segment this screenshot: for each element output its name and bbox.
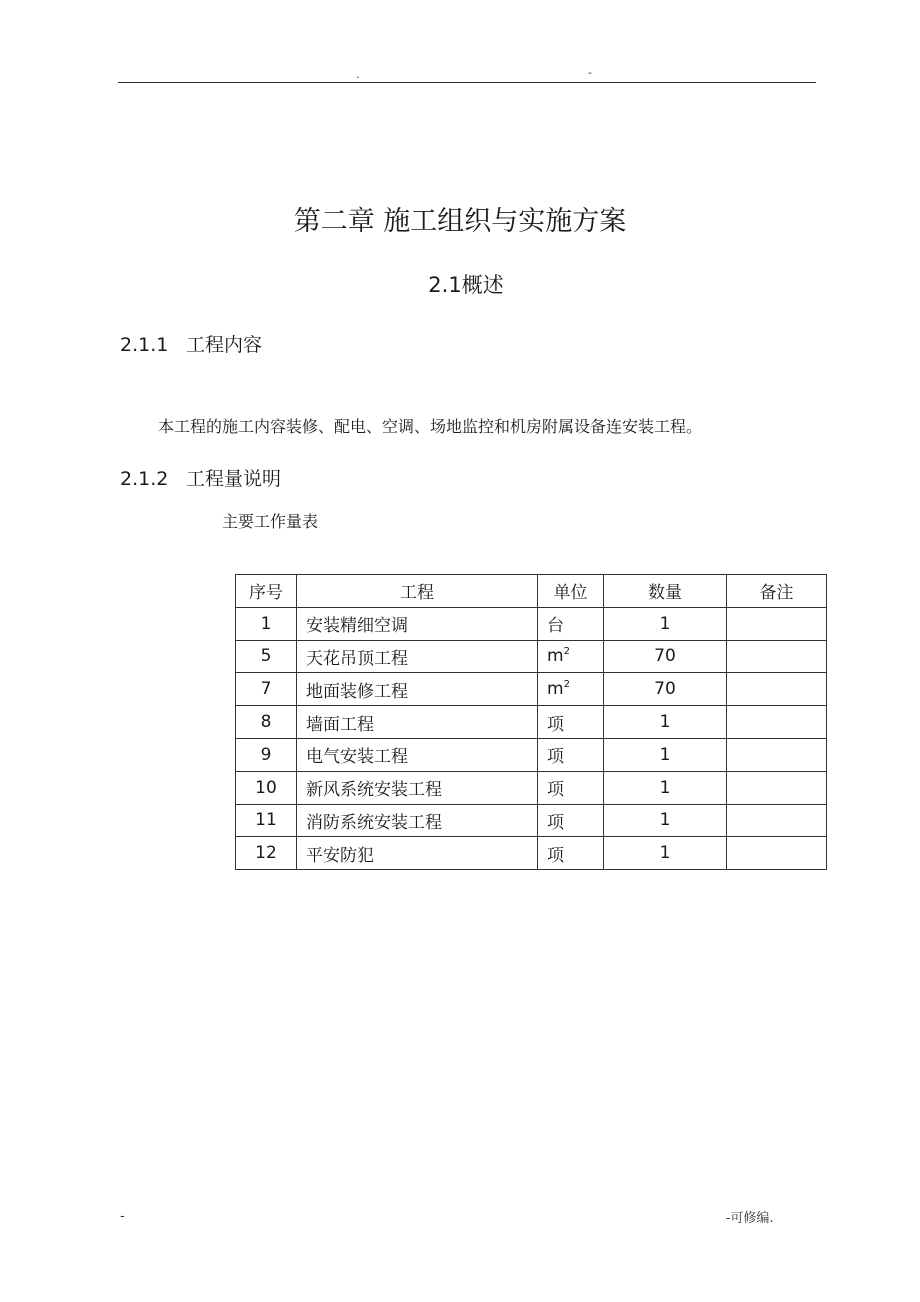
row-number-cell bbox=[236, 804, 297, 837]
item-name-cell-text: 天花吊顶工程 bbox=[306, 648, 408, 669]
note-cell bbox=[727, 640, 827, 673]
table-caption: 主要工作量表 bbox=[222, 512, 319, 531]
unit-cell bbox=[538, 640, 604, 673]
item-name-cell-text: 墙面工程 bbox=[306, 714, 374, 735]
quantity-cell-text: 1 bbox=[659, 777, 671, 798]
unit-cell-text: 项 bbox=[547, 812, 564, 833]
note-cell bbox=[727, 804, 827, 837]
unit-superscript: 2 bbox=[563, 679, 570, 691]
unit-cell-text: 项 bbox=[547, 845, 564, 866]
item-name-cell-text: 新风系统安装工程 bbox=[306, 780, 442, 801]
unit-cell bbox=[538, 738, 604, 771]
quantity-cell-text: 1 bbox=[659, 744, 671, 765]
column-header: 单位 bbox=[538, 575, 604, 608]
item-name-cell bbox=[297, 837, 538, 870]
unit-cell bbox=[538, 837, 604, 870]
item-name-cell-text: 电气安装工程 bbox=[306, 747, 408, 768]
quantity-cell bbox=[604, 607, 727, 640]
unit-cell bbox=[538, 804, 604, 837]
unit-cell bbox=[538, 771, 604, 804]
row-number-cell bbox=[236, 607, 297, 640]
row-number-cell bbox=[236, 837, 297, 870]
note-cell bbox=[727, 738, 827, 771]
section-title: 2.1概述 bbox=[428, 273, 504, 297]
row-number-cell-text: 5 bbox=[260, 646, 272, 667]
unit-cell bbox=[538, 673, 604, 706]
quantity-cell bbox=[604, 673, 727, 706]
table-row bbox=[236, 738, 827, 771]
table-row bbox=[236, 706, 827, 739]
quantity-cell bbox=[604, 771, 727, 804]
quantity-cell bbox=[604, 837, 727, 870]
item-name-cell-text: 消防系统安装工程 bbox=[306, 812, 442, 833]
unit-cell-text: 项 bbox=[547, 747, 564, 768]
item-name-cell bbox=[297, 706, 538, 739]
column-header: 工程 bbox=[297, 575, 538, 608]
header-rule bbox=[118, 82, 816, 83]
unit-cell bbox=[538, 706, 604, 739]
table-row bbox=[236, 640, 827, 673]
unit-cell-text: m bbox=[547, 646, 564, 667]
unit-cell-text: m bbox=[547, 679, 564, 700]
row-number-cell-text: 7 bbox=[260, 679, 272, 700]
work-quantity-table bbox=[235, 574, 827, 870]
item-name-cell bbox=[297, 673, 538, 706]
item-name-cell bbox=[297, 771, 538, 804]
quantity-cell-text: 1 bbox=[659, 613, 671, 634]
subsection-heading bbox=[120, 465, 281, 493]
header-mark-right: - bbox=[588, 66, 592, 79]
row-number-cell-text: 10 bbox=[255, 777, 277, 798]
table-row bbox=[236, 771, 827, 804]
unit-cell bbox=[538, 607, 604, 640]
table-header-row bbox=[236, 575, 827, 608]
note-cell bbox=[727, 771, 827, 804]
quantity-cell-text: 1 bbox=[659, 712, 671, 733]
unit-cell-text: 项 bbox=[547, 780, 564, 801]
quantity-cell bbox=[604, 738, 727, 771]
item-name-cell bbox=[297, 738, 538, 771]
row-number-cell-text: 9 bbox=[260, 744, 272, 765]
body-paragraph: 本工程的施工内容装修、配电、空调、场地监控和机房附属设备连安装工程。 bbox=[158, 417, 703, 436]
row-number-cell-text: 11 bbox=[255, 810, 277, 831]
subsection-title: 工程内容 bbox=[186, 334, 263, 356]
footer-left-mark: - bbox=[120, 1209, 125, 1224]
note-cell bbox=[727, 673, 827, 706]
row-number-cell bbox=[236, 771, 297, 804]
row-number-cell bbox=[236, 738, 297, 771]
column-header: 序号 bbox=[236, 575, 297, 608]
note-cell bbox=[727, 837, 827, 870]
chapter-title: 第二章 施工组织与实施方案 bbox=[293, 206, 627, 237]
row-number-cell-text: 12 bbox=[255, 843, 277, 864]
unit-cell-text: 项 bbox=[547, 714, 564, 735]
item-name-cell-text: 地面装修工程 bbox=[306, 681, 408, 702]
item-name-cell bbox=[297, 804, 538, 837]
item-name-cell-text: 安装精细空调 bbox=[306, 616, 408, 637]
item-name-cell bbox=[297, 607, 538, 640]
quantity-cell-text: 1 bbox=[659, 810, 671, 831]
quantity-cell bbox=[604, 706, 727, 739]
quantity-cell bbox=[604, 804, 727, 837]
item-name-cell bbox=[297, 640, 538, 673]
header-mark-left: . bbox=[356, 68, 360, 81]
quantity-cell-text: 1 bbox=[659, 843, 671, 864]
note-cell bbox=[727, 706, 827, 739]
subsection-title: 工程量说明 bbox=[186, 468, 282, 490]
quantity-cell-text: 70 bbox=[654, 646, 676, 667]
table-row bbox=[236, 607, 827, 640]
table-row bbox=[236, 837, 827, 870]
table-row bbox=[236, 804, 827, 837]
subsection-number: 2.1.2 bbox=[120, 468, 169, 490]
item-name-cell-text: 平安防犯 bbox=[306, 845, 374, 866]
row-number-cell-text: 1 bbox=[260, 613, 272, 634]
subsection-number: 2.1.1 bbox=[120, 334, 169, 356]
row-number-cell-text: 8 bbox=[260, 712, 272, 733]
column-header: 备注 bbox=[727, 575, 827, 608]
row-number-cell bbox=[236, 673, 297, 706]
footer-note: -可修编. bbox=[726, 1211, 774, 1226]
note-cell bbox=[727, 607, 827, 640]
unit-cell-text: 台 bbox=[547, 616, 564, 637]
quantity-cell-text: 70 bbox=[654, 679, 676, 700]
column-header: 数量 bbox=[604, 575, 727, 608]
subsection-heading bbox=[120, 331, 262, 359]
table-row bbox=[236, 673, 827, 706]
unit-superscript: 2 bbox=[563, 646, 570, 658]
quantity-cell bbox=[604, 640, 727, 673]
row-number-cell bbox=[236, 640, 297, 673]
row-number-cell bbox=[236, 706, 297, 739]
